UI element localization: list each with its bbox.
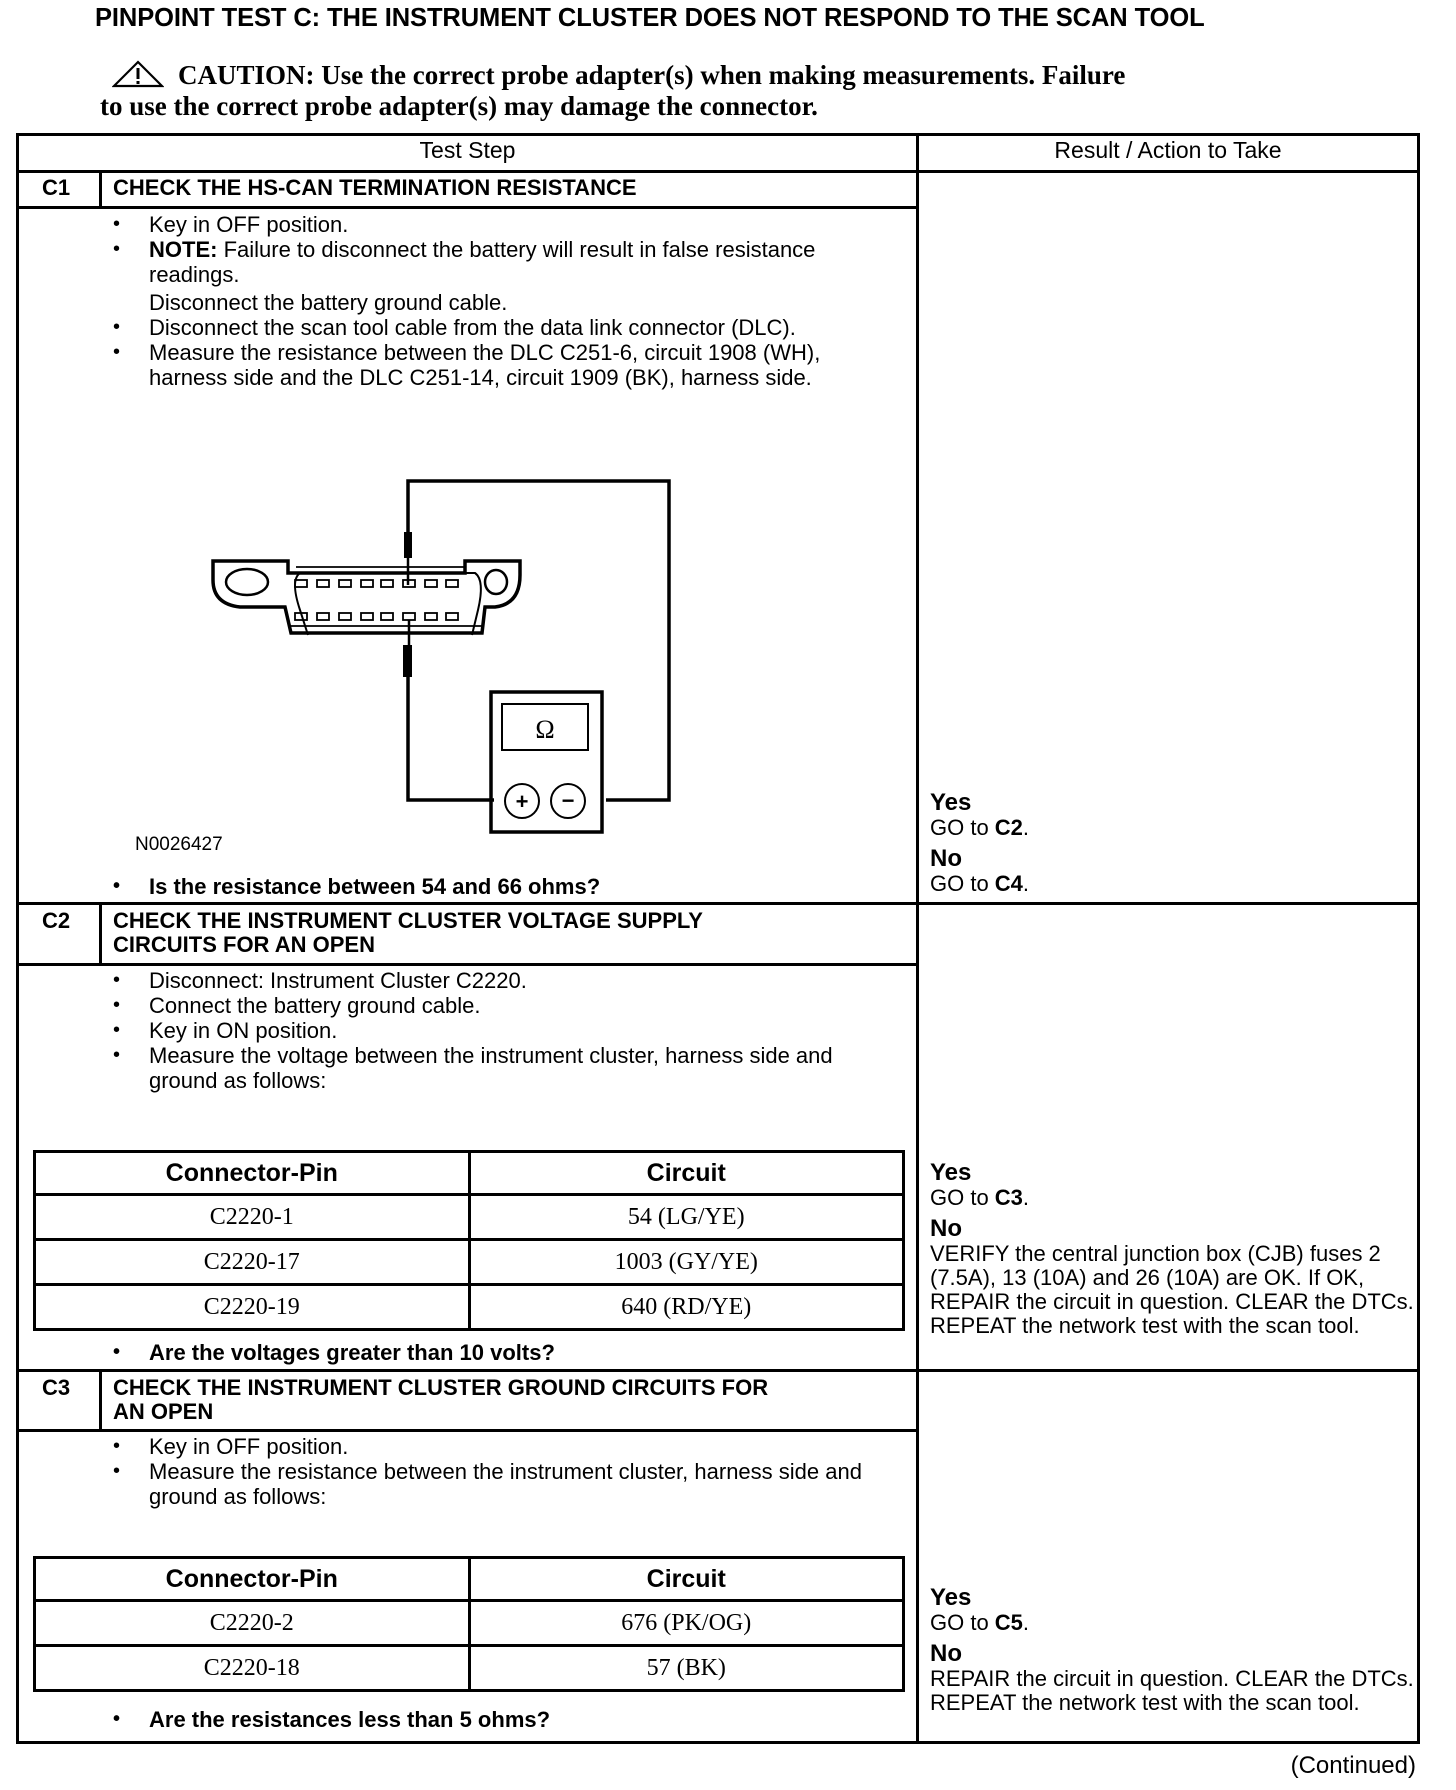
- no-label: No: [930, 1215, 962, 1242]
- step-title-c2: [113, 909, 703, 957]
- yes-label: Yes: [930, 789, 972, 816]
- instruction-item: • Key in OFF position.: [113, 1434, 893, 1459]
- instruction-item: • Key in ON position.: [113, 1018, 893, 1043]
- dlc-measurement-diagram: [200, 470, 690, 850]
- col-connector-pin: Connector-Pin: [35, 1558, 470, 1601]
- c1-c2-divider: [16, 902, 1420, 905]
- step-title-line: CHECK THE INSTRUMENT CLUSTER VOLTAGE SUPPLY: [113, 908, 703, 933]
- instruction-continuation: Disconnect the battery ground cable.: [149, 290, 508, 315]
- c1-title-divider: [16, 206, 919, 209]
- instruction-item: • Measure the resistance between the DLC C251-6, circuit 1908 (WH), harness side and the DLC C251-14, circuit 1909 (BK), harness side.: [113, 340, 893, 390]
- step-id-c3: C3: [42, 1375, 71, 1400]
- warning-triangle-icon: [112, 60, 164, 88]
- result-c2: [930, 1160, 1415, 1344]
- step-title-line: AN OPEN: [113, 1399, 214, 1424]
- instruction-item: • Connect the battery ground cable.: [113, 993, 893, 1018]
- minus-terminal-icon: −: [561, 788, 575, 813]
- note-label: NOTE:: [149, 237, 218, 262]
- step-instructions-c3: [113, 1434, 893, 1509]
- c2-title-divider: [16, 963, 919, 966]
- yes-label: Yes: [930, 1584, 972, 1611]
- question-text: • Are the voltages greater than 10 volts?: [113, 1340, 893, 1365]
- goto-c3-link[interactable]: C3: [994, 1185, 1023, 1210]
- table-border-top: [16, 133, 1420, 136]
- result-c3: [930, 1585, 1415, 1721]
- step-id-c1: C1: [42, 175, 71, 200]
- table-row: C2220-17 1003 (GY/YE): [35, 1240, 904, 1285]
- step-title-c3: [113, 1376, 768, 1424]
- header-divider: [16, 170, 1420, 173]
- no-label: No: [930, 1640, 962, 1667]
- note-text: Failure to disconnect the battery will result in false resistance readings.: [149, 237, 816, 287]
- question-text: • Are the resistances less than 5 ohms?: [113, 1707, 893, 1732]
- question-c1: [113, 874, 893, 899]
- yes-action[interactable]: GO to C5.: [930, 1610, 1030, 1635]
- table-row: C2220-2 676 (PK/OG): [35, 1601, 904, 1646]
- question-c3: [113, 1707, 893, 1732]
- step-title-line: CIRCUITS FOR AN OPEN: [113, 932, 375, 957]
- step-id-c2: C2: [42, 908, 71, 933]
- c2-c3-divider: [16, 1369, 1420, 1372]
- column-divider: [916, 133, 919, 1744]
- instruction-item: • Disconnect: Instrument Cluster C2220.: [113, 968, 893, 993]
- instruction-item: [113, 237, 893, 287]
- header-result: Result / Action to Take: [1054, 137, 1282, 163]
- ohm-symbol: Ω: [535, 715, 555, 744]
- table-row: C2220-19 640 (RD/YE): [35, 1285, 904, 1330]
- instruction-item: • Measure the voltage between the instrument cluster, harness side and ground as follows:: [113, 1043, 893, 1093]
- table-row: C2220-1 54 (LG/YE): [35, 1195, 904, 1240]
- question-c2: [113, 1340, 893, 1365]
- step-title-line: CHECK THE INSTRUMENT CLUSTER GROUND CIRCUITS FOR: [113, 1375, 769, 1400]
- goto-c2-link[interactable]: C2: [994, 815, 1023, 840]
- instruction-item: • Disconnect the scan tool cable from the data link connector (DLC).: [113, 315, 893, 340]
- no-label: No: [930, 845, 962, 872]
- yes-action[interactable]: GO to C2.: [930, 815, 1030, 840]
- goto-c5-link[interactable]: C5: [994, 1610, 1023, 1635]
- table-row: C2220-18 57 (BK): [35, 1646, 904, 1691]
- no-action[interactable]: GO to C4.: [930, 871, 1030, 896]
- instruction-item: • Measure the resistance between the instrument cluster, harness side and ground as follows:: [113, 1459, 893, 1509]
- col-connector-pin: Connector-Pin: [35, 1152, 470, 1195]
- step-title-c1: CHECK THE HS-CAN TERMINATION RESISTANCE: [113, 175, 637, 200]
- step-instructions-c2: [113, 968, 893, 1093]
- caution-line-2: to use the correct probe adapter(s) may damage the connector.: [100, 91, 818, 121]
- table-border-bottom: [16, 1741, 1420, 1744]
- question-text: • Is the resistance between 54 and 66 ohms?: [113, 874, 893, 899]
- table-border-right: [1417, 133, 1420, 1744]
- instruction-item: • Key in OFF position.: [113, 212, 893, 237]
- yes-action[interactable]: GO to C3.: [930, 1185, 1030, 1210]
- goto-c4-link[interactable]: C4: [994, 871, 1023, 896]
- page-title: PINPOINT TEST C: THE INSTRUMENT CLUSTER DOES NOT RESPOND TO THE SCAN TOOL: [95, 4, 1205, 32]
- pin-table-c2: [33, 1150, 905, 1331]
- c1-id-divider: [99, 170, 102, 208]
- pin-table-c3: [33, 1556, 905, 1692]
- plus-terminal-icon: +: [515, 789, 529, 814]
- header-test-step: Test Step: [419, 137, 516, 163]
- no-action: VERIFY the central junction box (CJB) fuses 2 (7.5A), 13 (10A) and 26 (10A) are OK. If OK, REPAIR the circuit in question. CLEAR the DTCs. REPEAT the network test with the scan tool.: [930, 1241, 1414, 1338]
- step-instructions-c1: [113, 212, 893, 390]
- no-action: REPAIR the circuit in question. CLEAR the DTCs. REPEAT the network test with the scan tool.: [930, 1666, 1414, 1715]
- col-circuit: Circuit: [469, 1152, 904, 1195]
- yes-label: Yes: [930, 1159, 972, 1186]
- continued-label: (Continued): [1290, 1752, 1416, 1779]
- c2-id-divider: [99, 902, 102, 965]
- figure-label: N0026427: [135, 834, 223, 855]
- c3-title-divider: [16, 1429, 919, 1432]
- c3-id-divider: [99, 1369, 102, 1431]
- col-circuit: Circuit: [469, 1558, 904, 1601]
- result-c1: [930, 790, 1415, 902]
- table-border-left: [16, 133, 19, 1744]
- caution-line-1: CAUTION: Use the correct probe adapter(s) when making measurements. Failure: [178, 60, 1126, 90]
- caution-notice: [100, 60, 1330, 122]
